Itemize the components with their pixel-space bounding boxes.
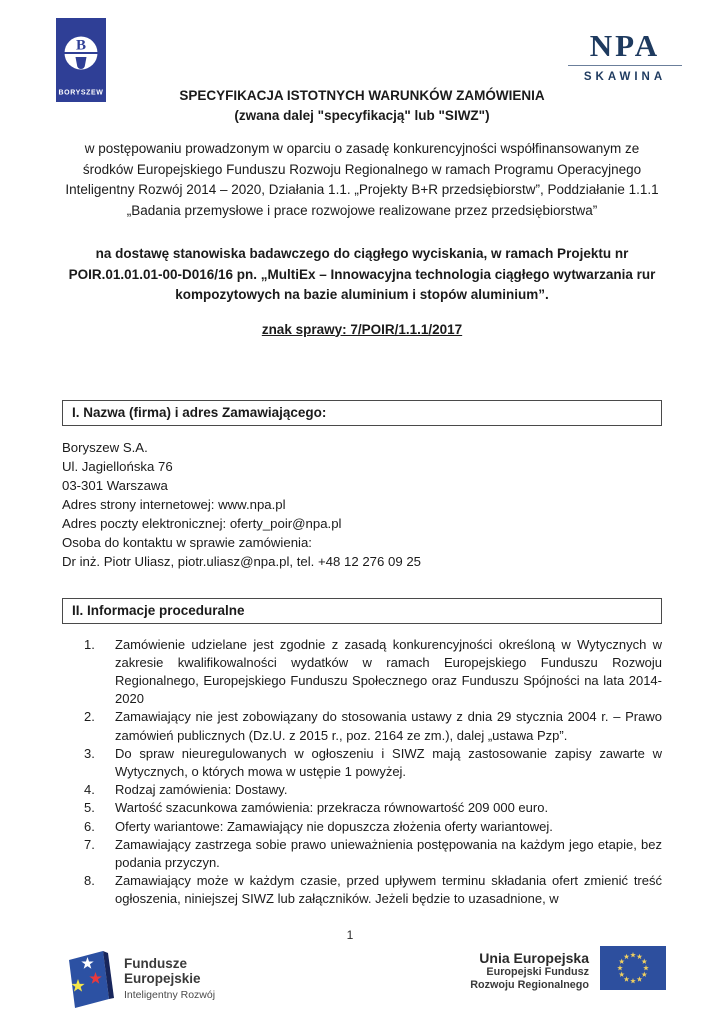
procedural-list	[62, 636, 662, 909]
list-item	[62, 781, 662, 799]
npa-logo-city: SKAWINA	[583, 71, 667, 83]
boryszew-emblem-letter: B	[75, 37, 87, 54]
boryszew-logo-text: BORYSZEW	[58, 89, 104, 97]
list-item-number: 6.	[84, 818, 95, 834]
list-item-number: 8.	[84, 873, 95, 889]
npa-skawina-logo	[568, 30, 682, 83]
list-item-number: 2.	[84, 709, 95, 725]
subject-paragraph: na dostawę stanowiska badawczego do ciągłego wyciskania, w ramach Projektu nr POIR.01.01.01-00-D016/16 pn. „MultiEx – Innowacyjna technologia ciągłego wytwarzania rur kompozytowych na bazie aluminium i stopów aluminium”.	[68, 246, 656, 302]
address-contact-person: Dr inż. Piotr Uliasz, piotr.uliasz@npa.pl, tel. +48 12 276 09 25	[62, 553, 422, 569]
list-item	[62, 872, 662, 908]
list-item-text: Wartość szacunkowa zamówienia: przekracza równowartość 209 000 euro.	[115, 800, 549, 816]
list-item-number: 5.	[84, 800, 95, 816]
list-item-number: 3.	[84, 745, 95, 761]
eu-logo-line3: Rozwoju Regionalnego	[470, 979, 589, 991]
eu-flag-icon	[600, 946, 666, 990]
list-item	[62, 818, 662, 836]
list-item-text: Zamawiający może w każdym czasie, przed upływem terminu składania ofert zmienić treść ogłoszenia, niniejszej SIWZ lub załączników. Jeżeli będzie to uzasadnione, w	[115, 873, 662, 907]
section-2-heading: II. Informacje proceduralne	[62, 598, 662, 624]
npa-logo-rule	[568, 65, 682, 66]
list-item	[62, 708, 662, 744]
document-title-line2: (zwana dalej "specyfikacją" lub "SIWZ")	[234, 108, 490, 123]
list-item-text: Zamawiający nie jest zobowiązany do stosowania ustawy z dnia 29 stycznia 2004 r. – Prawo zamówień publicznych (Dz.U. z 2015 r., poz. 2164 ze zm.), dalej „ustawa Pzp”.	[115, 709, 662, 743]
list-item	[62, 836, 662, 872]
list-item-text: Oferty wariantowe: Zamawiający nie dopuszcza złożenia oferty wariantowej.	[115, 818, 553, 834]
document-title-line1: SPECYFIKACJA ISTOTNYCH WARUNKÓW ZAMÓWIENIA	[179, 88, 545, 103]
section-1-heading: I. Nazwa (firma) i adres Zamawiającego:	[62, 400, 662, 426]
page-number: 1	[346, 928, 354, 942]
document-body	[62, 0, 662, 909]
fe-logo-line1: Fundusze	[124, 956, 187, 971]
address-company: Boryszew S.A.	[62, 439, 148, 455]
fe-logo-line2: Europejskie	[124, 971, 201, 986]
list-item-text: Rodzaj zamówienia: Dostawy.	[115, 782, 288, 798]
eu-logo-text	[470, 946, 589, 992]
address-street: Ul. Jagiellońska 76	[62, 458, 173, 474]
list-item-number: 4.	[84, 782, 95, 798]
fe-logo-line3: Inteligentny Rozwój	[124, 989, 216, 1001]
boryszew-logo-icon	[56, 18, 106, 102]
fe-flag-icon	[60, 948, 116, 1010]
list-item-number: 1.	[84, 636, 95, 652]
address-email: Adres poczty elektronicznej: oferty_poir@npa.pl	[62, 515, 342, 531]
address-city: 03-301 Warszawa	[62, 477, 168, 493]
list-item	[62, 745, 662, 781]
fundusze-europejskie-logo	[60, 948, 215, 1010]
eu-logo-line1: Unia Europejska	[479, 950, 589, 966]
eu-logo-line2: Europejski Fundusz	[486, 966, 589, 978]
case-number: znak sprawy: 7/POIR/1.1.1/2017	[261, 321, 463, 337]
list-item	[62, 799, 662, 817]
intro-paragraph: w postępowaniu prowadzonym w oparciu o zasadę konkurencyjności współfinansowanym ze środków Europejskiego Funduszu Rozwoju Regionalnego w ramach Programu Operacyjnego Inteligentny Rozwój 2014 – 2020, Działania 1.1. „Projekty B+R przedsiębiorstw”, Poddziałanie 1.1.1 „Badania przemysłowe i prace rozwojowe realizowane przez przedsiębiorstwa”	[65, 141, 659, 218]
unia-europejska-logo	[470, 946, 666, 992]
address-block	[62, 438, 662, 571]
list-item-text: Zamawiający zastrzega sobie prawo unieważnienia postępowania na każdym jego etapie, bez podania przyczyn.	[115, 836, 662, 870]
list-item-number: 7.	[84, 836, 95, 852]
list-item	[62, 636, 662, 709]
npa-logo-name: NPA	[589, 28, 661, 63]
boryszew-logo	[56, 18, 106, 107]
fe-logo-text	[124, 948, 215, 1001]
list-item-text: Zamówienie udzielane jest zgodnie z zasadą konkurencyjności określoną w Wytycznych w zakresie kwalifikowalności wydatków w ramach Europejskiego Funduszu Rozwoju Regionalnego, Europejskiego Funduszu Społecznego oraz Funduszu Spójności na lata 2014-2020	[115, 636, 662, 707]
address-website: Adres strony internetowej: www.npa.pl	[62, 496, 286, 512]
list-item-text: Do spraw nieuregulowanych w ogłoszeniu i SIWZ mają zastosowanie zapisy zawarte w Wytycznych, o których mowa w ustępie 1 powyżej.	[115, 745, 662, 779]
address-contact-label: Osoba do kontaktu w sprawie zamówienia:	[62, 534, 312, 550]
